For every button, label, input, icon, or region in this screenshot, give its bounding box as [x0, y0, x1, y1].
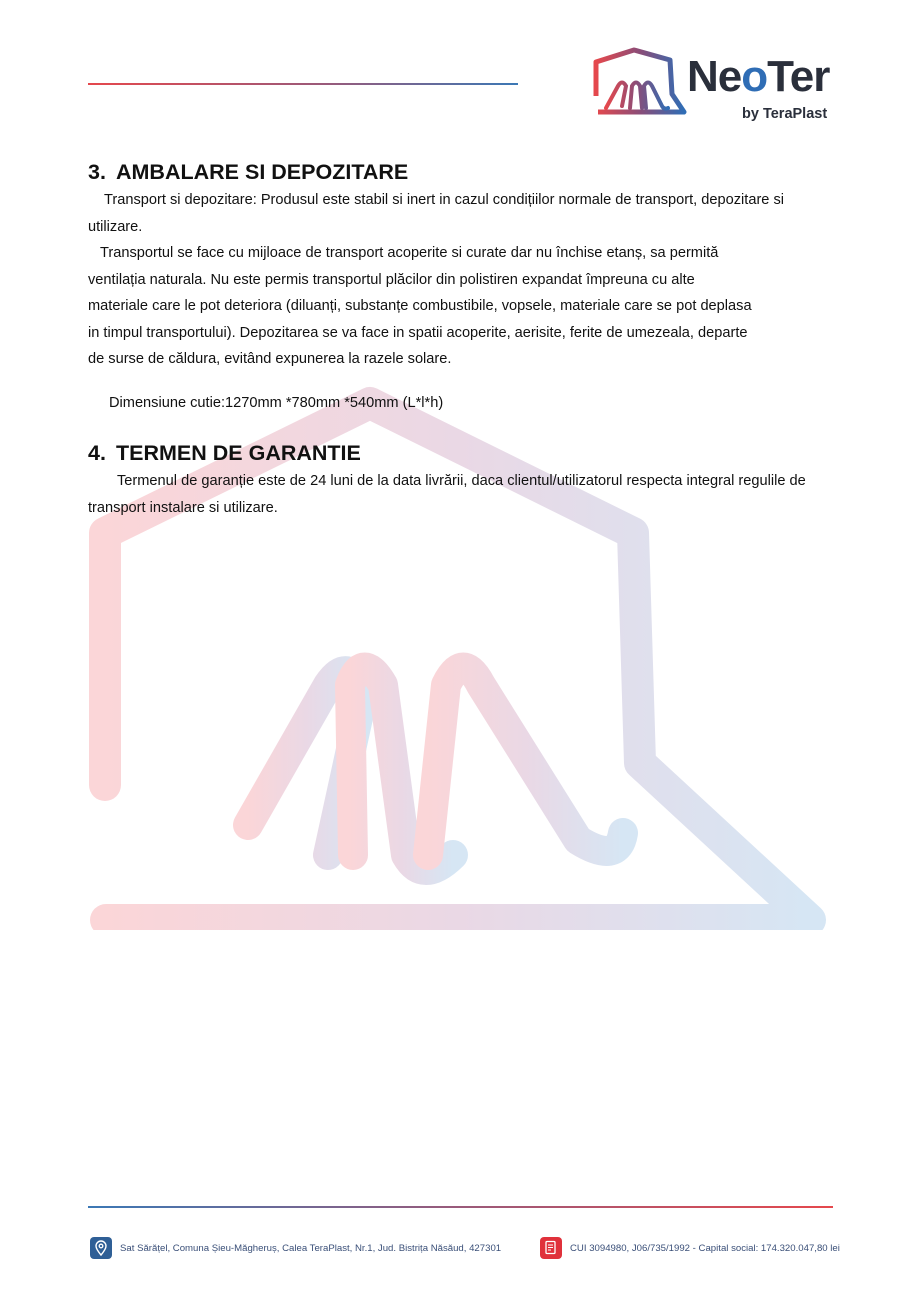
section-3-heading: 3. AMBALARE SI DEPOZITARE — [88, 160, 409, 184]
footer-address-text: Sat Sărățel, Comuna Șieu-Măgheruș, Calea TeraPlast, Nr.1, Jud. Bistrița Năsăud, 427301 — [120, 1242, 502, 1254]
document-body — [88, 155, 833, 521]
logo-subtitle: by TeraPlast — [742, 106, 828, 122]
section-3-paragraph-2: Transportul se face cu mijloace de transport acoperite si curate dar nu închise etanș, sa permită ventilația naturala. Nu este permis transportul plăcilor din polistiren expandat împreuna cu alte materiale care le pot deteriora (diluanți, substanțe combustibile, vopsele, materiale care se pot deplasa in timpul transportului). Depozitarea se va face in spatii acoperite, aerisite, ferite de umezeala, departe de surse de căldura, evitând expunerea la razele solare. — [88, 245, 752, 367]
section-3-paragraph-1: Transport si depozitare: Produsul este stabil si inert in cazul condițiilor normale de transport, depozitare si utilizare. — [88, 192, 785, 235]
header-divider — [88, 83, 518, 85]
neoter-logo — [592, 46, 842, 126]
footer-company-info — [540, 1236, 840, 1260]
logo-wordmark: NeoTer — [687, 52, 830, 101]
house-heating-logo-icon — [592, 46, 687, 118]
location-pin-icon — [90, 1237, 112, 1259]
footer-address — [90, 1236, 501, 1260]
footer-company-text: CUI 3094980, J06/735/1992 - Capital social: 174.320.047,80 lei — [570, 1242, 840, 1254]
footer-divider — [88, 1206, 833, 1208]
box-dimensions: Dimensiune cutie:1270mm *780mm *540mm (L*l*h) — [109, 394, 444, 411]
document-icon — [540, 1237, 562, 1259]
section-4-heading: 4. TERMEN DE GARANTIE — [88, 441, 361, 465]
section-4-paragraph: Termenul de garanție este de 24 luni de la data livrării, daca clientul/utilizatorul respecta integral regulile de transport instalare si utilizare. — [88, 473, 806, 516]
